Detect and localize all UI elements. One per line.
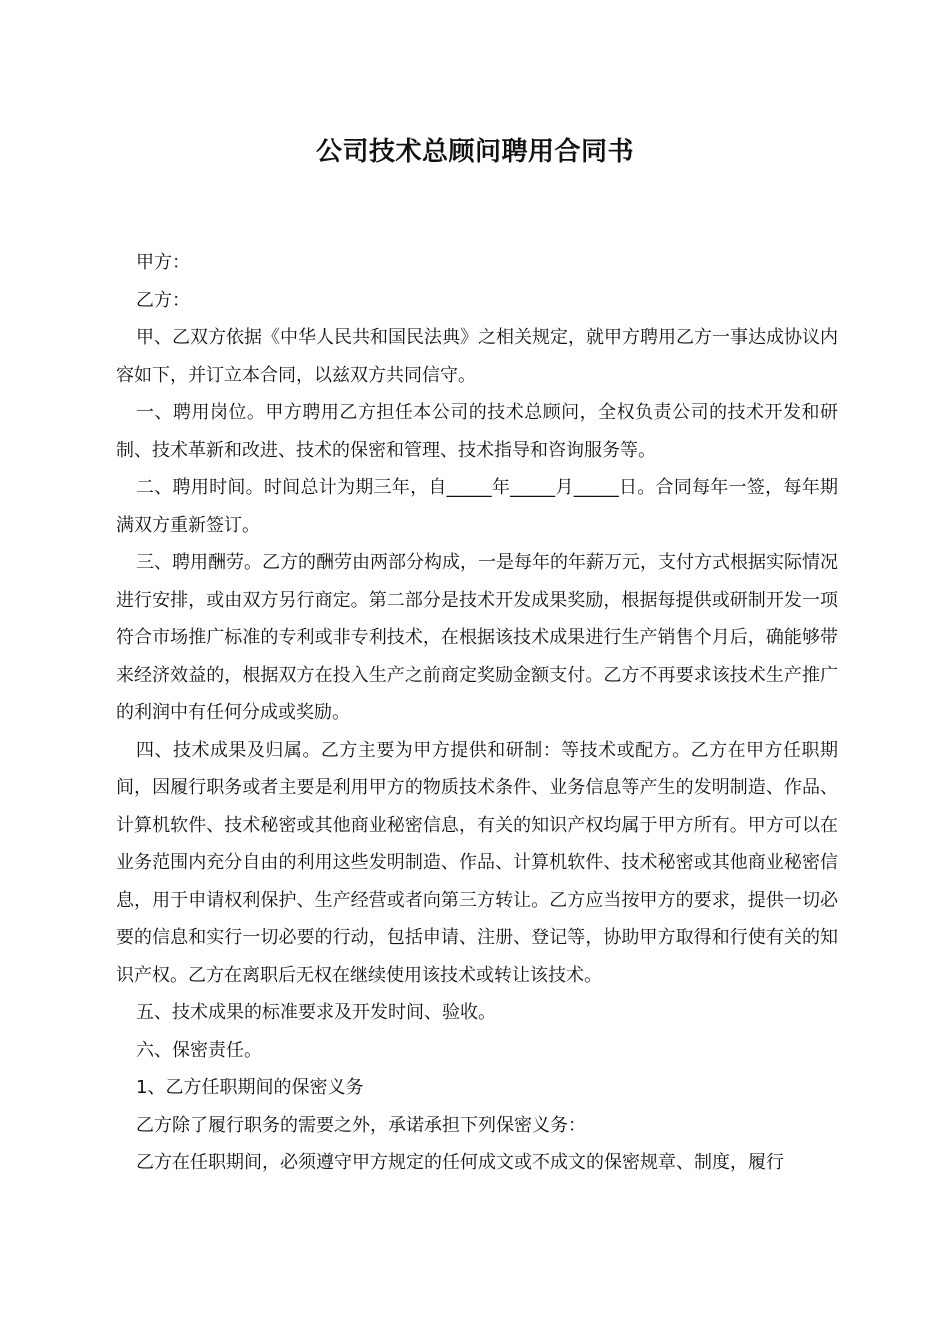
- clause-6-confidentiality: 六、保密责任。: [136, 1039, 262, 1061]
- clause-6-1-intro: 乙方除了履行职务的需要之外，承诺承担下列保密义务：: [136, 1114, 586, 1136]
- preamble-paragraph: 甲、乙双方依据《中华人民共和国民法典》之相关规定，就甲方聘用乙方一事达成协议内容如下，并订立本合同，以兹双方共同信守。: [116, 327, 838, 386]
- clause-6-1-heading: 1、乙方任职期间的保密义务: [136, 1077, 364, 1098]
- clause-3-remuneration: 三、聘用酬劳。乙方的酬劳由两部分构成，一是每年的年薪万元，支付方式根据实际情况进行安排，或由双方另行商定。第二部分是技术开发成果奖励，根据每提供或研制开发一项符合市场推广标准的专利或非专利技术，在根据该技术成果进行生产销售个月后，确能够带来经济效益的，根据双方在投入生产之前商定奖励金额支付。乙方不再要求该技术生产推广的利润中有任何分成或奖励。: [116, 552, 838, 723]
- clause-5-standards: 五、技术成果的标准要求及开发时间、验收。: [136, 1002, 496, 1023]
- clause-2-term: 二、聘用时间。时间总计为期三年，自_____年_____月_____日。合同每年一签，每年期满双方重新签订。: [116, 477, 838, 536]
- clause-6-1-body: 乙方在任职期间，必须遵守甲方规定的任何成文或不成文的保密规章、制度，履行: [136, 1152, 784, 1173]
- document-title: 公司技术总顾问聘用合同书: [315, 137, 634, 167]
- clause-1-position: 一、聘用岗位。甲方聘用乙方担任本公司的技术总顾问，全权负责公司的技术开发和研制、技术革新和改进、技术的保密和管理、技术指导和咨询服务等。: [116, 402, 838, 461]
- party-b-line: 乙方：: [136, 289, 190, 311]
- party-a-line: 甲方：: [136, 252, 190, 273]
- document-body: [116, 244, 838, 1182]
- clause-4-ownership: 四、技术成果及归属。乙方主要为甲方提供和研制：等技术或配方。乙方在甲方任职期间，因履行职务或者主要是利用甲方的物质技术条件、业务信息等产生的发明制造、作品、计算机软件、技术秘密或其他商业秘密信息，有关的知识产权均属于甲方所有。甲方可以在业务范围内充分自由的利用这些发明制造、作品、计算机软件、技术秘密或其他商业秘密信息，用于申请权利保护、生产经营或者向第三方转让。乙方应当按甲方的要求，提供一切必要的信息和实行一切必要的行动，包括申请、注册、登记等，协助甲方取得和行使有关的知识产权。乙方在离职后无权在继续使用该技术或转让该技术。: [116, 739, 838, 986]
